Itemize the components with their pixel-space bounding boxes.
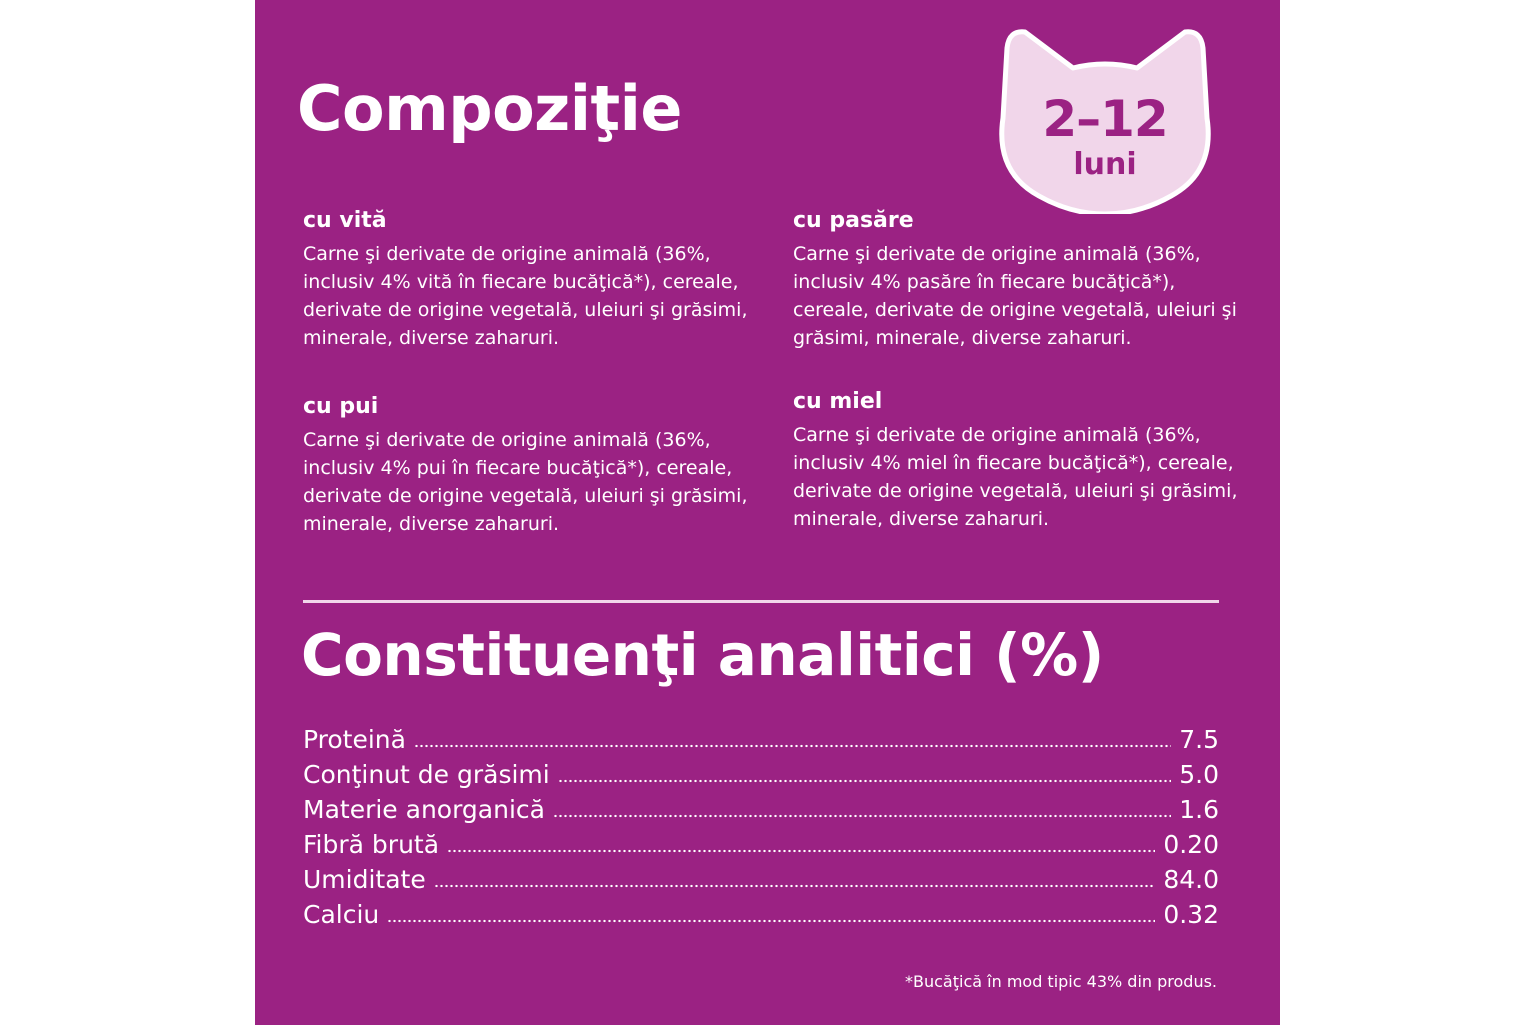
constituent-name: Proteină [303,725,406,754]
recipe-ingredients: Carne şi derivate de origine animală (36%, inclusiv 4% miel în fiecare bucăţică*), cereale, derivate de origine vegetală, uleiuri şi grăsimi, minerale, diverse zaharuri. [793,424,1238,530]
constituent-name: Fibră brută [303,830,440,859]
dot-leader [387,919,1155,923]
recipe-ingredients: Carne şi derivate de origine animală (36%, inclusiv 4% pasăre în fiecare bucăţică*), cereale, derivate de origine vegetală, uleiuri şi grăsimi, minerale, diverse zaharuri. [793,243,1237,349]
dot-leader [447,849,1155,853]
constituent-name: Materie anorganică [303,795,545,824]
analytical-row [303,792,1219,827]
recipe-name: cu pasăre [793,208,914,233]
product-info-panel [255,0,1280,1025]
dot-leader [434,884,1156,888]
analytical-row [303,722,1219,757]
analytical-row [303,757,1219,792]
constituent-name: Calciu [303,900,380,929]
age-badge [995,22,1225,214]
footnote: *Bucăţică în mod tipic 43% din produs. [905,972,1217,991]
recipe-chicken [303,394,763,538]
analytical-constituents-title: Constituenţi analitici (%) [301,621,1104,689]
recipe-ingredients: Carne şi derivate de origine animală (36%, inclusiv 4% vită în fiecare bucăţică*), cereale, derivate de origine vegetală, uleiuri şi grăsimi, minerale, diverse zaharuri. [303,243,748,349]
constituent-value: 0.32 [1163,900,1219,929]
recipe-lamb [793,389,1253,533]
dot-leader [558,779,1172,783]
recipe-beef [303,208,763,352]
constituent-name: Umiditate [303,865,426,894]
dot-leader [553,814,1171,818]
age-unit: luni [1073,147,1137,182]
recipe-name: cu miel [793,389,883,414]
constituent-value: 84.0 [1163,865,1219,894]
recipe-ingredients: Carne şi derivate de origine animală (36%, inclusiv 4% pui în fiecare bucăţică*), cereale, derivate de origine vegetală, uleiuri şi grăsimi, minerale, diverse zaharuri. [303,429,748,535]
constituent-value: 7.5 [1179,725,1219,754]
composition-title: Compoziţie [297,72,682,145]
constituent-value: 5.0 [1179,760,1219,789]
analytical-table [303,722,1219,932]
recipe-poultry [793,208,1253,352]
recipe-name: cu pui [303,394,379,419]
constituent-value: 1.6 [1179,795,1219,824]
analytical-row [303,862,1219,897]
dot-leader [414,744,1171,748]
age-range: 2–12 [1042,90,1168,148]
recipe-name: cu vită [303,208,387,233]
analytical-row [303,827,1219,862]
section-divider [303,600,1219,603]
analytical-row [303,897,1219,932]
constituent-value: 0.20 [1163,830,1219,859]
constituent-name: Conţinut de grăsimi [303,760,550,789]
